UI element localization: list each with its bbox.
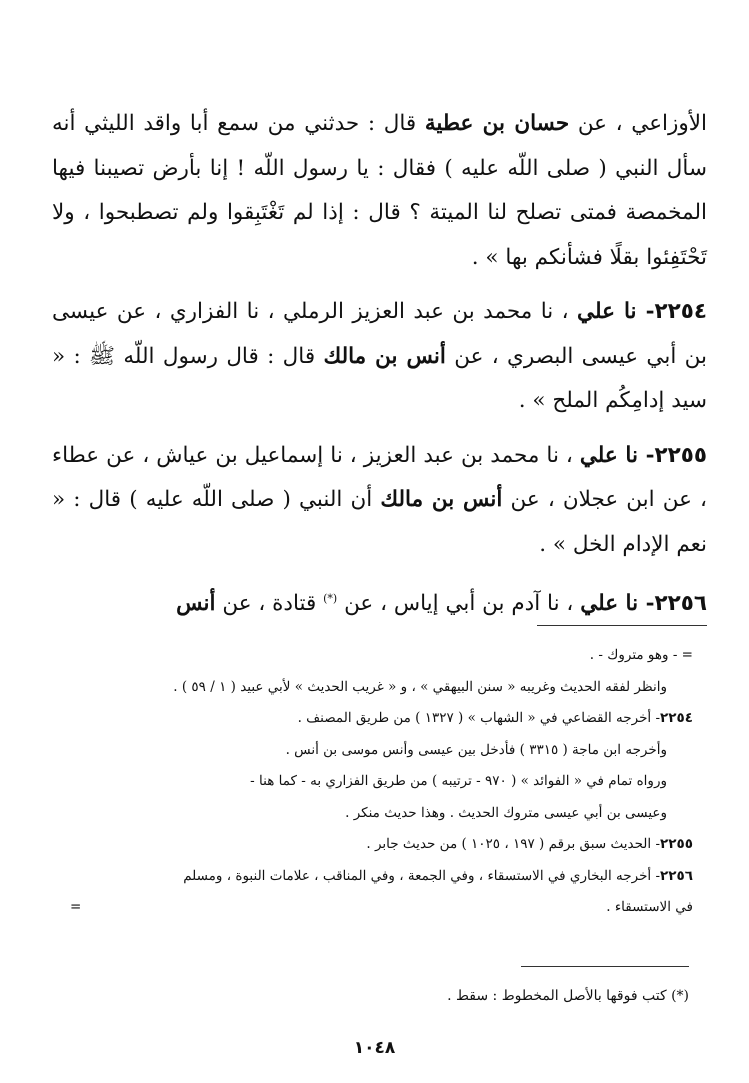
note-text: - أخرجه القضاعي في « الشهاب » ( ١٣٢٧ ) من طريق المصنف . <box>297 710 661 726</box>
text-run: قتادة ، عن <box>215 591 324 617</box>
hadith-number: ٢٢٥٤ <box>654 299 707 324</box>
page-number: ١٠٤٨ <box>353 1038 396 1058</box>
narrator-name: أنس <box>176 591 216 617</box>
note-2256 <box>70 861 693 893</box>
footnote-divider <box>521 966 689 967</box>
text-run: الأوزاعي ، عن <box>569 111 708 136</box>
narrator-name: أنس بن مالك <box>380 487 503 512</box>
narrator-name: أنس بن مالك <box>323 343 446 369</box>
footnote-marker: (*) <box>671 988 689 1004</box>
main-text <box>52 102 707 637</box>
footnote-marker: (*) <box>323 592 338 605</box>
notes-divider <box>537 625 707 626</box>
text-run: قال : قال رسول اللّه ﷺ : « سيد إدامِكُم الملح » . <box>52 343 707 413</box>
note-line: وعيسى بن أبي عيسى متروك الحديث . وهذا حديث منكر . <box>345 804 667 821</box>
hadith-2254 <box>52 290 707 424</box>
note-line: وأخرجه ابن ماجة ( ٣٣١٥ ) فأدخل بين عيسى وأنس موسى بن أنس . <box>285 741 667 758</box>
note-number: ٢٢٥٤ <box>660 710 693 726</box>
hadith-number: ٢٢٥٦ <box>654 591 707 617</box>
note-2255 <box>70 829 693 861</box>
note-number: ٢٢٥٥ <box>660 836 693 852</box>
hadith-number: ٢٢٥٥ <box>654 442 707 468</box>
note-2254 <box>70 703 693 735</box>
note-continuation: = - وهو متروك - . <box>589 647 693 663</box>
text-run: أن النبي ( صلى اللّه عليه ) قال : « نعم الإدام الخل » . <box>52 487 707 557</box>
note-text: - أخرجه البخاري في الاستسقاء ، وفي الجمعة ، وفي المناقب ، علامات النبوة ، ومسلم <box>183 867 661 884</box>
footnote-text: كتب فوقها بالأصل المخطوط : سقط . <box>447 988 667 1004</box>
note-number: ٢٢٥٦ <box>660 867 693 884</box>
text-run: - نا علي <box>580 591 655 617</box>
hadith-2255 <box>52 434 707 568</box>
text-run: - نا علي <box>577 299 655 324</box>
continuation-mark: = <box>70 899 82 915</box>
text-run: ، نا آدم بن أبي إياس ، عن <box>337 591 581 617</box>
commentary-notes <box>70 640 693 924</box>
text-run: قال : حدثني من سمع أبا واقد الليثي أنه سأل النبي ( صلى اللّه عليه ) فقال : يا رسول اللّه ! إنا بأرض تصيبنا فيها المخمصة فمتى تصلح لنا الميتة ؟ قال : إذا لم تَغْتَبِقوا ولم تصطبحوا ، ولا تَحْتَفِئوا بقلًا فشأنكم بها » . <box>52 111 707 270</box>
narrator-name: حسان بن عطية <box>424 111 570 136</box>
paragraph-1 <box>52 102 707 280</box>
hadith-2256 <box>52 577 707 627</box>
note-text: في الاستسقاء . <box>606 899 693 915</box>
note-line: وانظر لفقه الحديث وغريبه « سنن البيهقي » ، و « غريب الحديث » لأبي عبيد ( ١ / ٥٩ ) . <box>173 678 667 695</box>
text-run: - نا علي <box>579 442 655 468</box>
note-text: - الحديث سبق برقم ( ١٩٧ ، ١٠٢٥ ) من حديث جابر . <box>366 836 661 852</box>
note-line <box>70 892 693 924</box>
text-run: ، نا محمد بن عبد العزيز الرملي ، نا الفزاري ، عن عيسى بن أبي عيسى البصري ، عن <box>52 299 707 369</box>
note-line: ورواه تمام في « الفوائد » ( ٩٧٠ - ترتيبه ) من طريق الفزاري به - كما هنا - <box>250 773 667 789</box>
text-run: ، نا محمد بن عبد العزيز ، نا إسماعيل بن عياش ، عن عطاء ، عن ابن عجلان ، عن <box>52 442 707 512</box>
editor-footnote <box>80 982 689 1010</box>
